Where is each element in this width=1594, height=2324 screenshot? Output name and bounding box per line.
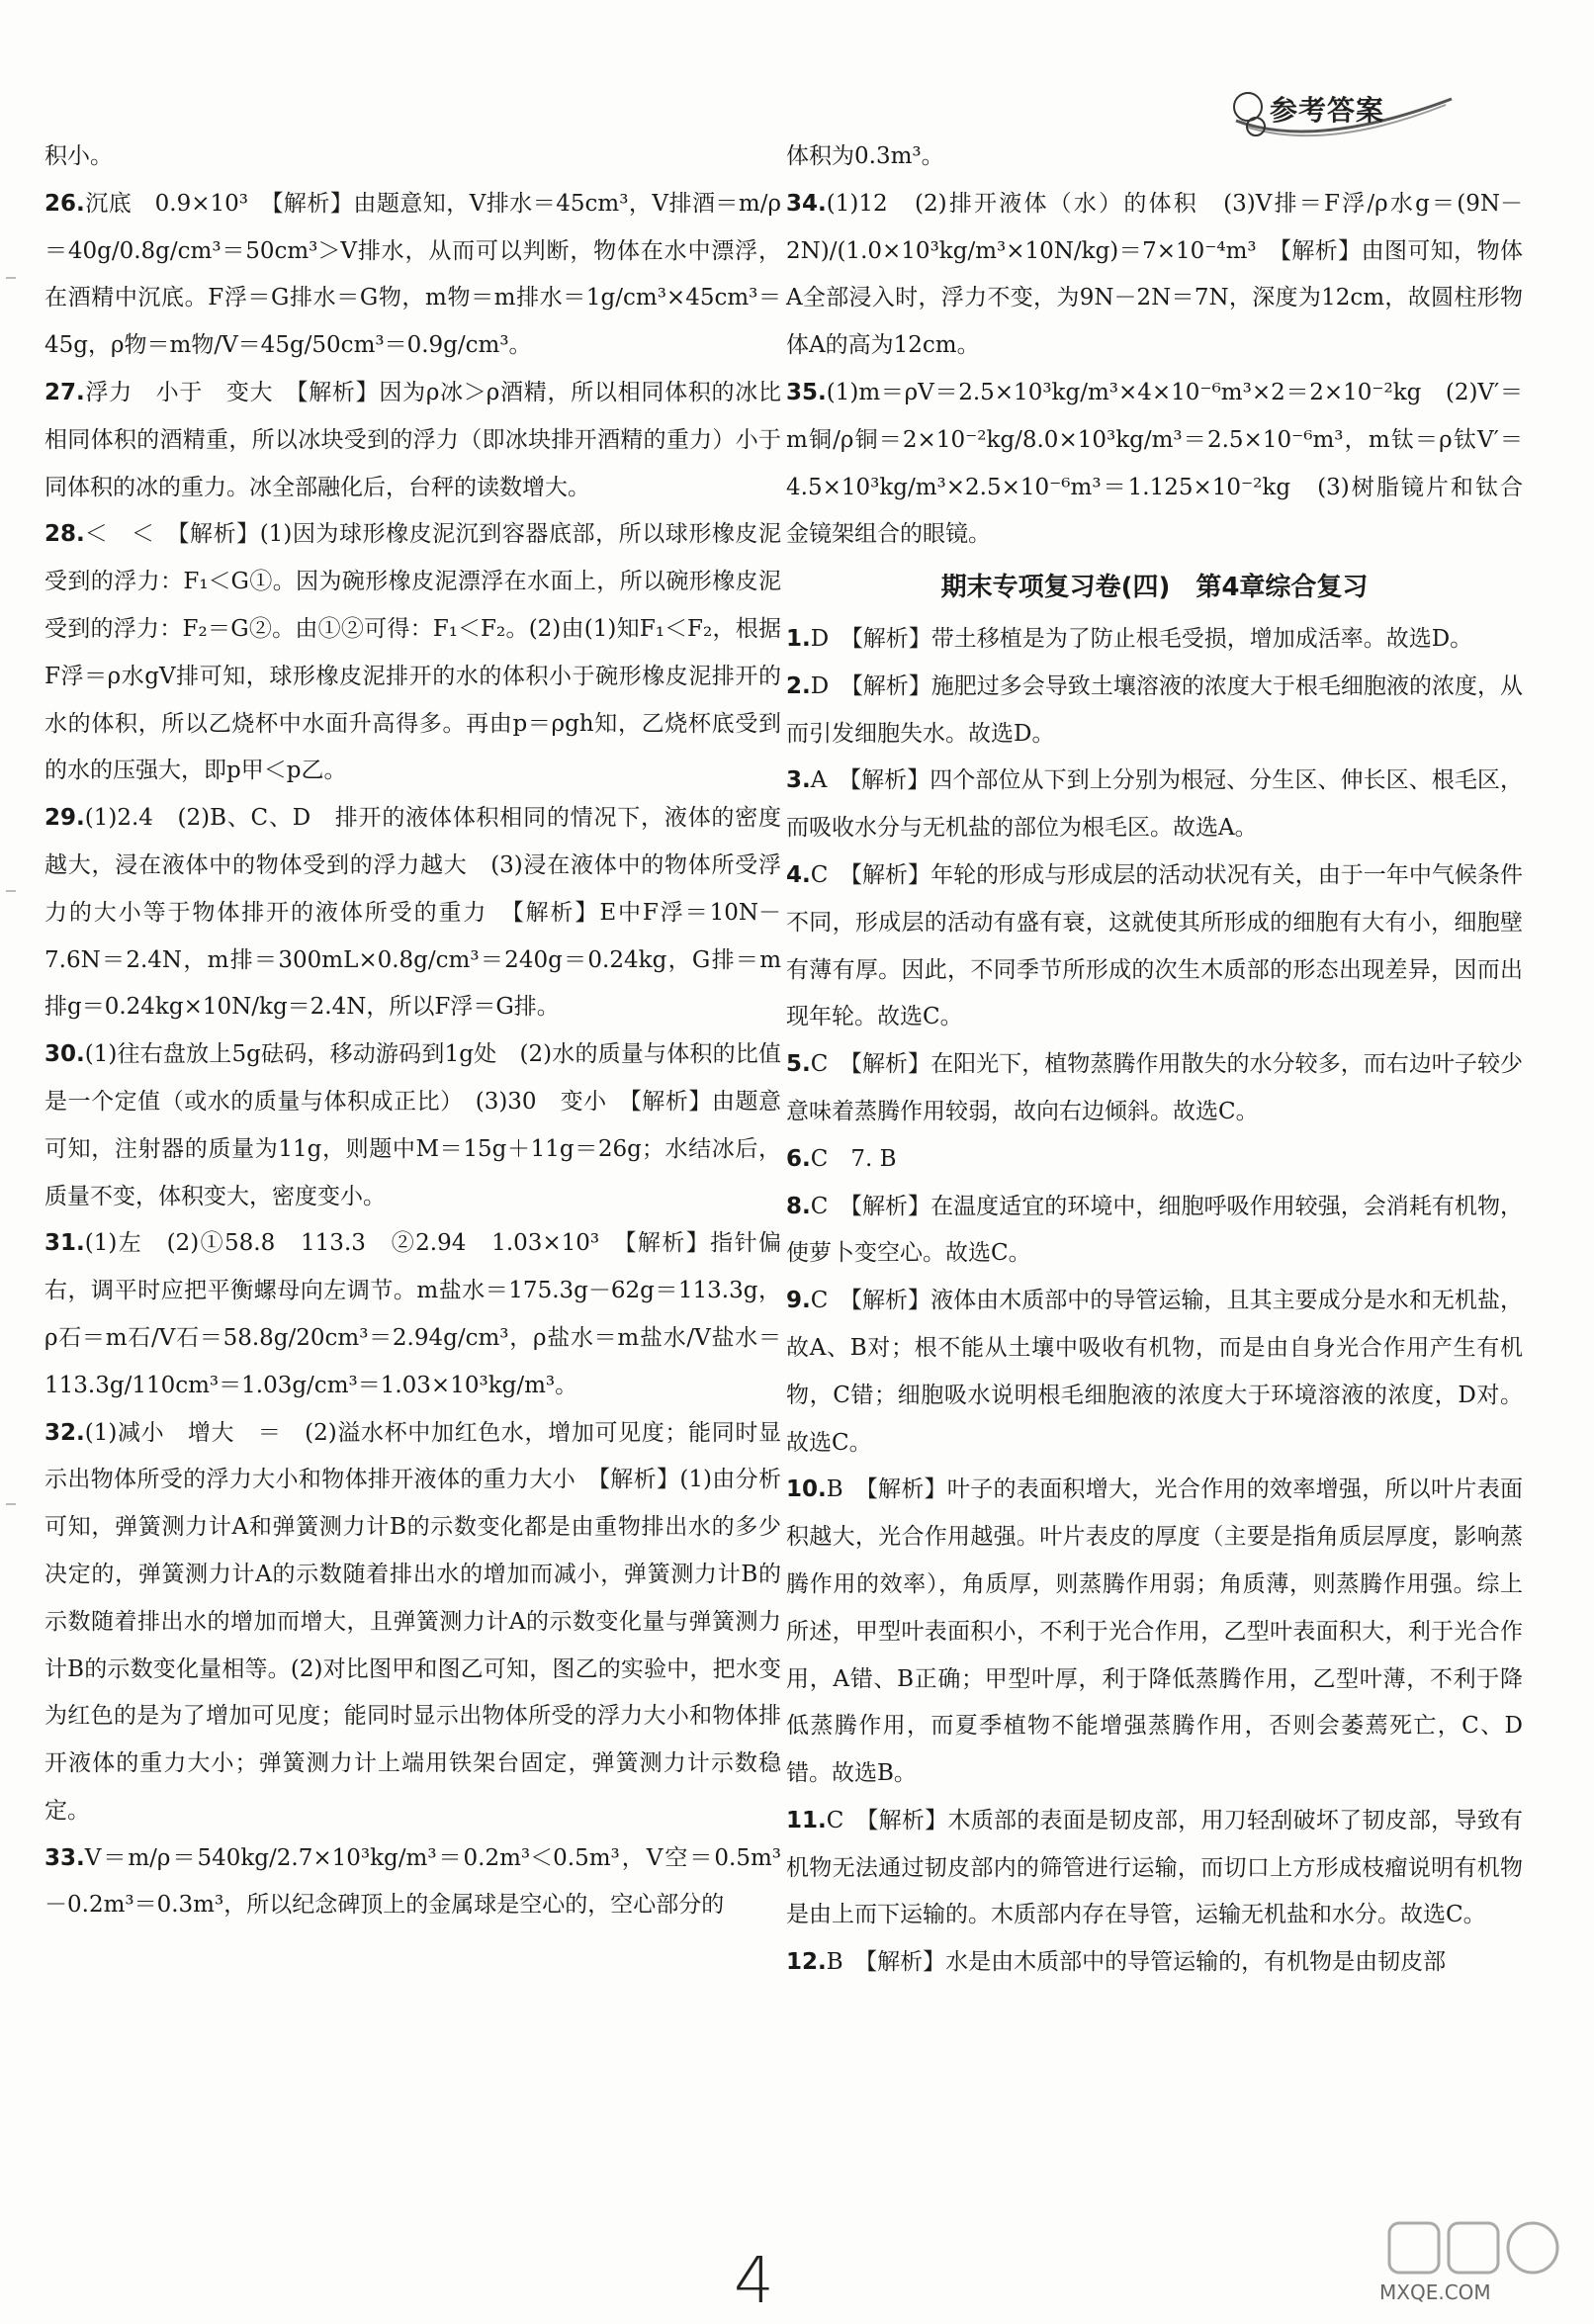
- margin-mark: [6, 277, 16, 279]
- answer-item: [44, 1410, 781, 1835]
- watermark-site: MXQE.COM: [1379, 2280, 1491, 2304]
- answer-number: 9.: [786, 1288, 811, 1314]
- answer-item: [786, 134, 1523, 181]
- answer-item: [44, 511, 781, 795]
- header-badge-text: 参考答案: [1270, 94, 1385, 127]
- answer-text: C 【解析】在阳光下，植物蒸腾作用散失的水分较多，而右边叶子较少意味着蒸腾作用较弱，故向右边倾斜。故选C。: [786, 1051, 1523, 1124]
- answer-text: B 【解析】水是由木质部中的导管运输的，有机物是由韧皮部: [826, 1949, 1447, 1976]
- answer-number: 8.: [786, 1193, 811, 1219]
- answer-text: V＝m/ρ＝540kg/2.7×10³kg/m³＝0.2m³＜0.5m³，V空＝0.5m³－0.2m³＝0.3m³，所以纪念碑顶上的金属球是空心的，空心部分的: [44, 1844, 781, 1919]
- answer-item: [786, 758, 1523, 852]
- answer-item: [44, 1835, 781, 1930]
- answer-number: 5.: [786, 1051, 811, 1078]
- watermark-logo-icon: [1379, 2215, 1577, 2280]
- answer-text: A 【解析】四个部位从下到上分别为根冠、分生区、伸长区、根毛区，而吸收水分与无机盐的部位为根毛区。故选A。: [786, 767, 1523, 842]
- section-title: 期末专项复习卷(四) 第4章综合复习: [940, 573, 1369, 603]
- answer-number: 32.: [44, 1419, 85, 1446]
- answer-number: 1.: [786, 625, 811, 652]
- answer-number: 4.: [786, 861, 811, 888]
- answer-text: C 【解析】液体由木质部中的导管运输，且其主要成分是水和无机盐，故A、B对；根不能从土壤中吸收有机物，而是由自身光合作用产生有机物，C错；细胞吸水说明根毛细胞液的浓度大于环境溶液的浓度，D对。故选C。: [786, 1288, 1523, 1456]
- answer-item: [786, 1041, 1523, 1136]
- answer-number: 26.: [44, 190, 85, 217]
- answer-number: 11.: [786, 1807, 827, 1833]
- answer-item: [44, 1220, 781, 1409]
- answer-text: D 【解析】带土移植是为了防止根毛受损，增加成活率。故选D。: [810, 625, 1473, 652]
- answer-text: (1)往右盘放上5g砝码，移动游码到1g处 (2)水的质量与体积的比值是一个定值（或水的质量与体积成正比） (3)30 变小 【解析】由题意可知，注射器的质量为11g，则题中M＝15g＋11g＝26g；水结冰后，质量不变，体积变大，密度变小。: [44, 1041, 781, 1209]
- answer-item: [786, 181, 1523, 370]
- left-column: [44, 134, 781, 1929]
- answer-item: [44, 181, 781, 370]
- answer-text: C 【解析】年轮的形成与形成层的活动状况有关，由于一年中气候条件不同，形成层的活动有盛有衰，这就使其所形成的细胞有大有小，细胞壁有薄有厚。因此，不同季节所形成的次生木质部的形态出现差异，因而出现年轮。故选C。: [786, 861, 1523, 1030]
- answer-text: C 【解析】木质部的表面是韧皮部，用刀轻刮破坏了韧皮部，导致有机物无法通过韧皮部内的筛管进行运输，而切口上方形成枝瘤说明有机物是由上而下运输的。木质部内存在导管，运输无机盐和水分。故选C。: [786, 1807, 1523, 1928]
- answer-number: 2.: [786, 672, 811, 699]
- answer-text: (1)2.4 (2)B、C、D 排开的液体体积相同的情况下，液体的密度越大，浸在液体中的物体受到的浮力越大 (3)浸在液体中的物体所受浮力的大小等于物体排开的液体所受的重力 【解析】E中F浮＝10N－7.6N＝2.4N，m排＝300mL×0.8g/cm³＝240g＝0.24kg，G排＝m排g＝0.24kg×10N/kg＝2.4N，所以F浮＝G排。: [44, 805, 781, 1021]
- answer-item: [786, 1278, 1523, 1467]
- answer-item: [786, 1798, 1523, 1939]
- answer-number: 35.: [786, 379, 827, 405]
- answer-item: [786, 616, 1523, 664]
- answer-number: 3.: [786, 767, 811, 794]
- answer-item: [786, 1939, 1523, 1987]
- margin-mark: [6, 1503, 16, 1505]
- answer-number: 33.: [44, 1844, 85, 1871]
- answer-item: [786, 1136, 1523, 1184]
- answer-text: (1)m＝ρV＝2.5×10³kg/m³×4×10⁻⁶m³×2＝2×10⁻²kg (2)V′＝m铜/ρ铜＝2×10⁻²kg/8.0×10³kg/m³＝2.5×10⁻⁶m³，m钛＝ρ钛V′＝4.5×10³kg/m³×2.5×10⁻⁶m³＝1.125×10⁻²kg (3)树脂镜片和钛合金镜架组合的眼镜。: [786, 379, 1523, 548]
- answer-text: C 7. B: [810, 1145, 897, 1172]
- answer-number: 34.: [786, 190, 827, 217]
- answer-number: 28.: [44, 521, 85, 548]
- answer-item: [44, 1031, 781, 1220]
- answer-item: [786, 852, 1523, 1041]
- answer-number: 31.: [44, 1230, 85, 1257]
- answer-text: B 【解析】叶子的表面积增大，光合作用的效率增强，所以叶片表面积越大，光合作用越强。叶片表皮的厚度（主要是指角质层厚度，影响蒸腾作用的效率），角质厚，则蒸腾作用弱；角质薄，则蒸腾作用强。综上所述，甲型叶表面积小，不利于光合作用，乙型叶表面积大，利于光合作用，A错、B正确；甲型叶厚，利于降低蒸腾作用，乙型叶薄，不利于降低蒸腾作用，而夏季植物不能增强蒸腾作用，否则会萎蔫死亡，C、D错。故选B。: [786, 1476, 1523, 1787]
- answer-number: 29.: [44, 805, 85, 832]
- answer-text: 体积为0.3m³。: [786, 143, 944, 169]
- watermark: [1379, 2215, 1577, 2314]
- answer-text: 积小。: [44, 143, 113, 169]
- answer-item: [786, 1184, 1523, 1279]
- answer-text: (1)12 (2)排开液体（水）的体积 (3)V排＝F浮/ρ水g＝(9N－2N)/(1.0×10³kg/m³×10N/kg)＝7×10⁻⁴m³ 【解析】由图可知，物体A全部浸入时，浮力不变，为9N－2N＝7N，深度为12cm，故圆柱形物体A的高为12cm。: [786, 190, 1523, 359]
- answer-number: 10.: [786, 1476, 827, 1503]
- answer-text: C 【解析】在温度适宜的环境中，细胞呼吸作用较强，会消耗有机物，使萝卜变空心。故选C。: [786, 1193, 1523, 1267]
- answer-item: [786, 664, 1523, 759]
- answer-number: 6.: [786, 1145, 811, 1172]
- answer-number: 12.: [786, 1949, 827, 1976]
- answer-text: 沉底 0.9×10³ 【解析】由题意知，V排水＝45cm³，V排酒＝m/ρ＝40g/0.8g/cm³＝50cm³＞V排水，从而可以判断，物体在水中漂浮，在酒精中沉底。F浮＝G排水＝G物，m物＝m排水＝1g/cm³×45cm³＝45g，ρ物＝m物/V＝45g/50cm³＝0.9g/cm³。: [44, 190, 781, 359]
- answer-text: ＜ ＜ 【解析】(1)因为球形橡皮泥沉到容器底部，所以球形橡皮泥受到的浮力：F₁＜G①。因为碗形橡皮泥漂浮在水面上，所以碗形橡皮泥受到的浮力：F₂＝G②。由①②可得：F₁＜F₂。(2)由(1)知F₁＜F₂，根据F浮＝ρ水gV排可知，球形橡皮泥排开的水的体积小于碗形橡皮泥排开的水的体积，所以乙烧杯中水面升高得多。再由p＝ρgh知，乙烧杯底受到的水的压强大，即p甲＜p乙。: [44, 521, 781, 784]
- answer-number: 27.: [44, 379, 85, 405]
- answer-text: (1)减小 增大 ＝ (2)溢水杯中加红色水，增加可见度；能同时显示出物体所受的浮力大小和物体排开液体的重力大小 【解析】(1)由分析可知，弹簧测力计A和弹簧测力计B的示数变化都是由重物排出水的多少决定的，弹簧测力计A的示数随着排出水的增加而减小，弹簧测力计B的示数随着排出水的增加而增大，且弹簧测力计A的示数变化量与弹簧测力计B的示数变化量相等。(2)对比图甲和图乙可知，图乙的实验中，把水变为红色的是为了增加可见度；能同时显示出物体所受的浮力大小和物体排开液体的重力大小；弹簧测力计上端用铁架台固定，弹簧测力计示数稳定。: [44, 1419, 781, 1824]
- answer-item: [44, 370, 781, 511]
- answer-item: [44, 795, 781, 1031]
- page-number: 4: [734, 2245, 774, 2318]
- answer-text: D 【解析】施肥过多会导致土壤溶液的浓度大于根毛细胞液的浓度，从而引发细胞失水。故选D。: [786, 672, 1523, 747]
- answer-item: [786, 370, 1523, 559]
- answer-item: [786, 1467, 1523, 1798]
- answer-number: 30.: [44, 1041, 85, 1068]
- right-column: [786, 134, 1523, 1987]
- margin-mark: [6, 890, 16, 892]
- answer-item: [44, 134, 781, 181]
- answer-text: (1)左 (2)①58.8 113.3 ②2.94 1.03×10³ 【解析】指针偏右，调平时应把平衡螺母向左调节。m盐水＝175.3g－62g＝113.3g，ρ石＝m石/V石＝58.8g/20cm³＝2.94g/cm³，ρ盐水＝m盐水/V盐水＝113.3g/110cm³＝1.03g/cm³＝1.03×10³kg/m³。: [44, 1230, 781, 1398]
- answer-text: 浮力 小于 变大 【解析】因为ρ冰＞ρ酒精，所以相同体积的冰比相同体积的酒精重，所以冰块受到的浮力（即冰块排开酒精的重力）小于同体积的冰的重力。冰全部融化后，台秤的读数增大。: [44, 379, 781, 500]
